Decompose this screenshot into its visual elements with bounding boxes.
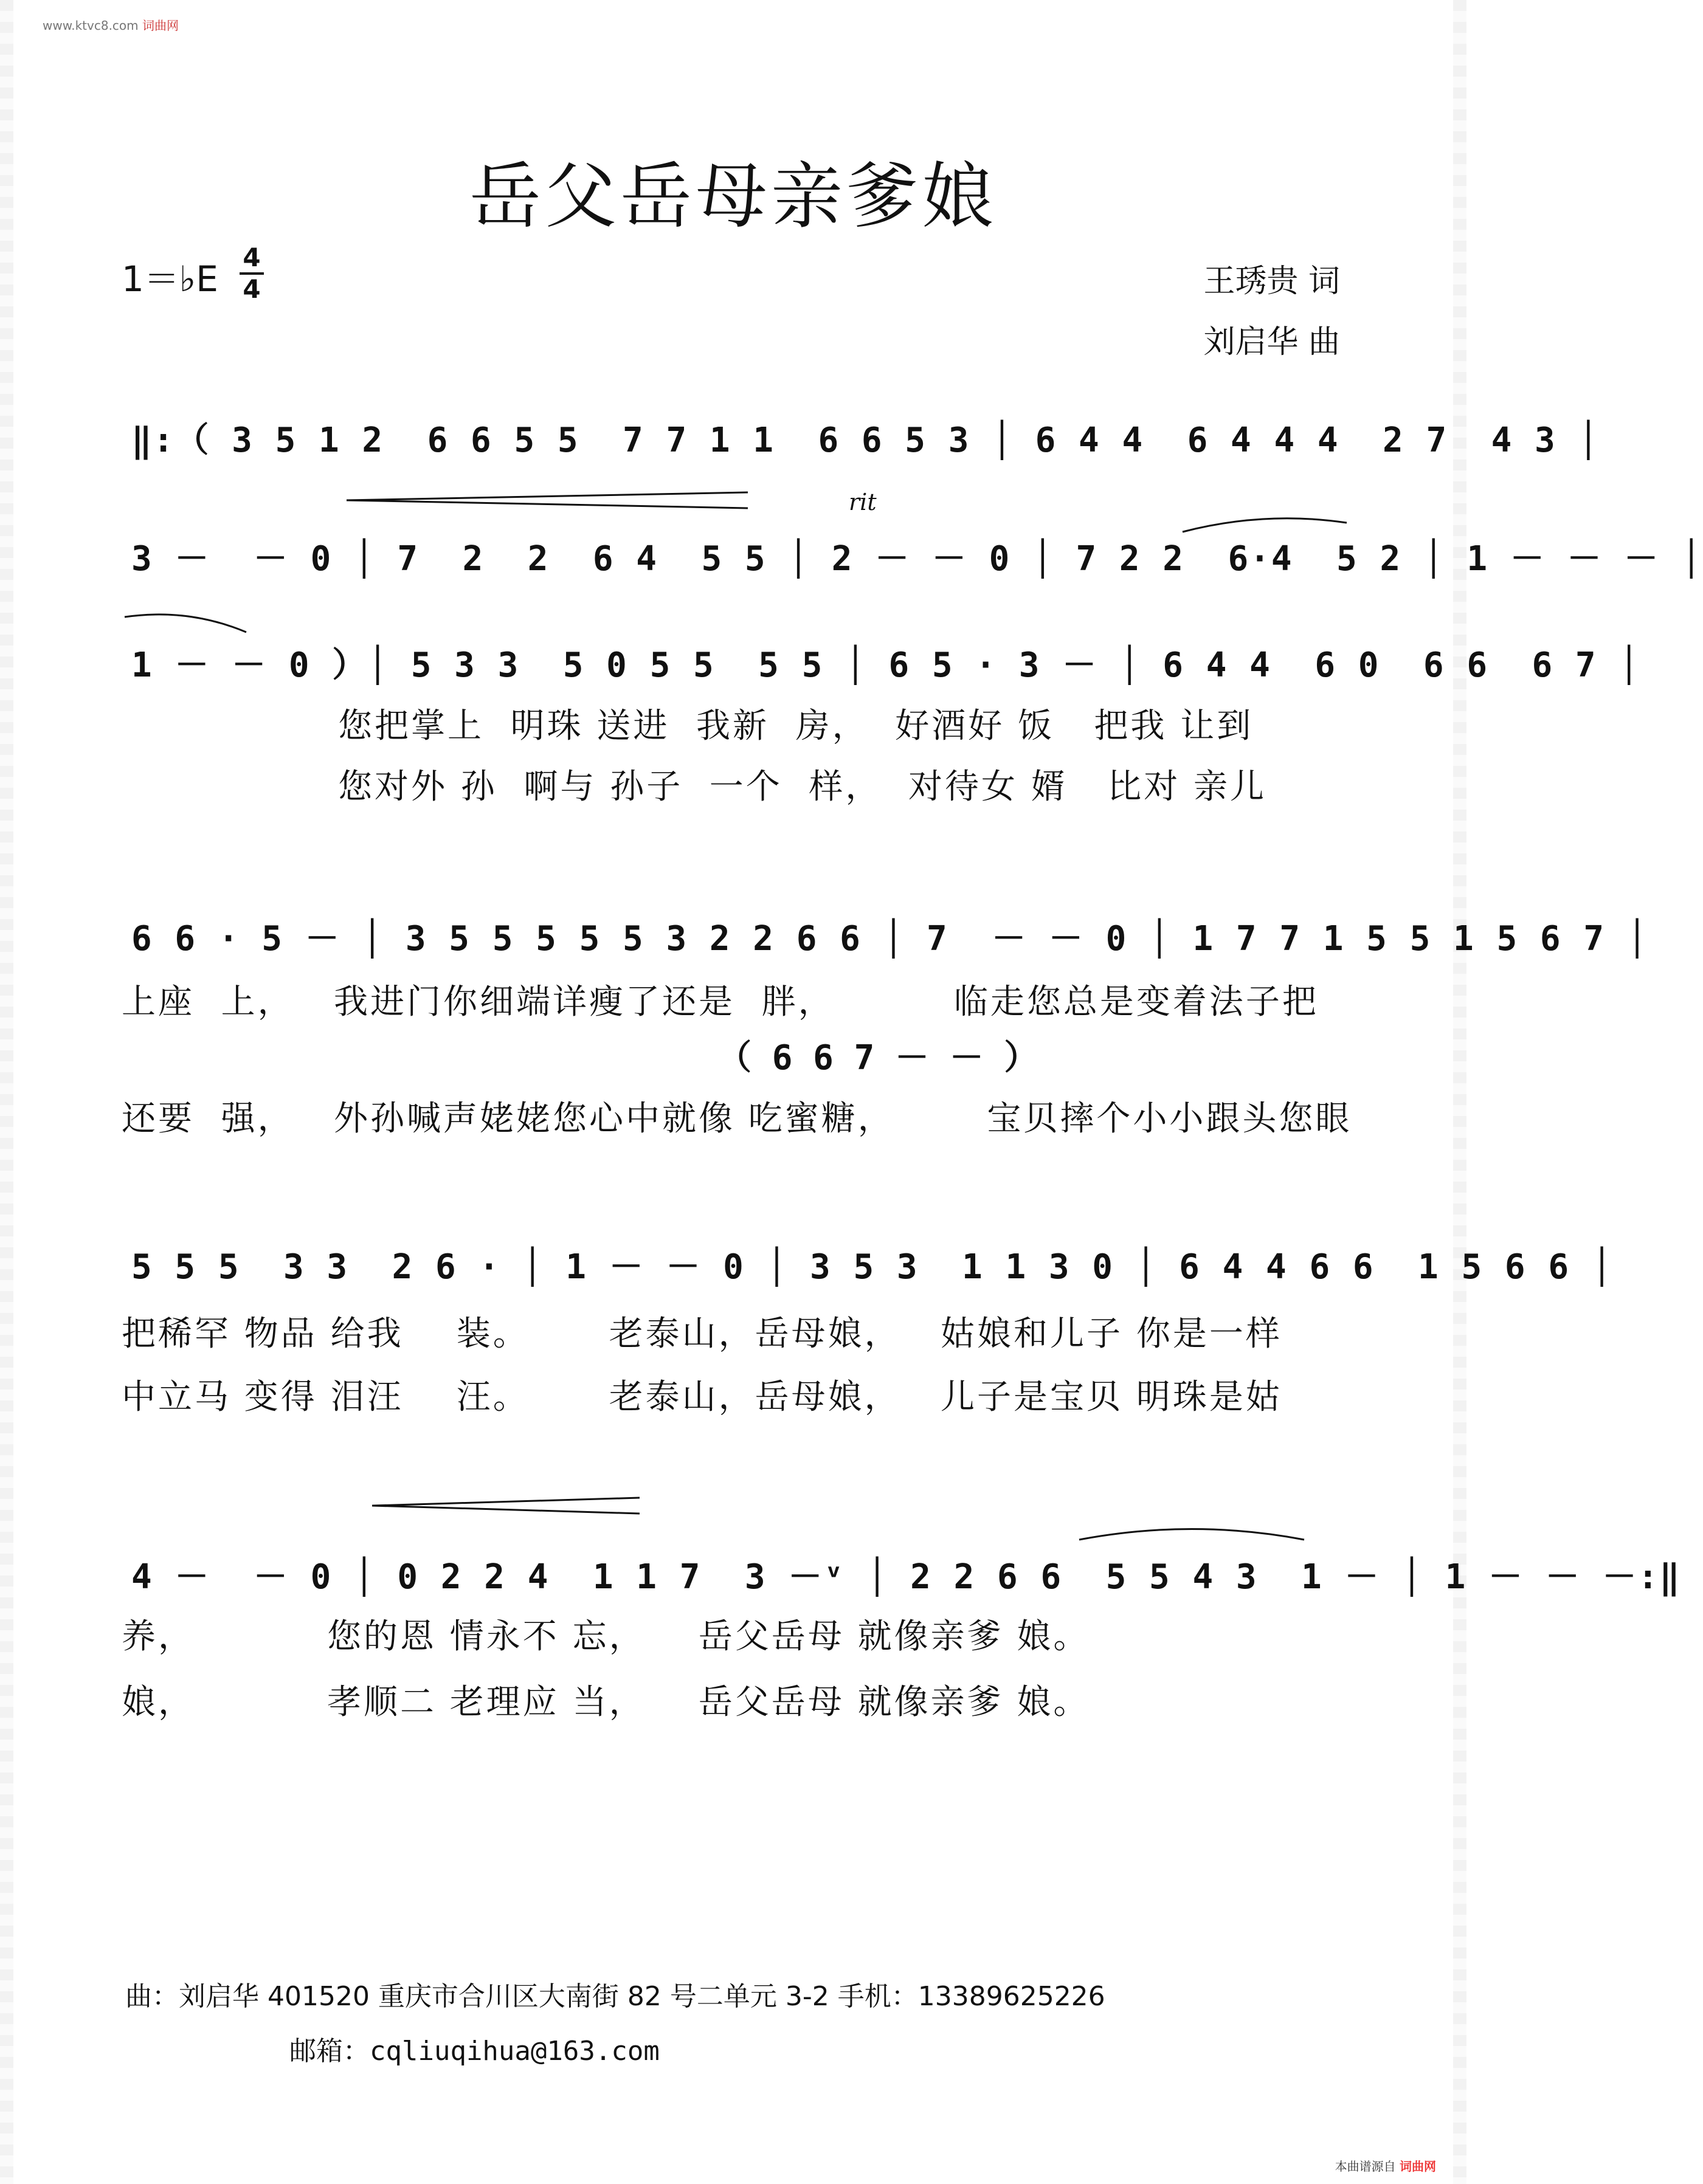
bottom-watermark [1335,2157,1436,2174]
notation-text: 3 － － 0 │ 7 2 2 6 4 5 5 │ 2 － － 0 │ 7 2 2 6·4 5 2 │ 1 － － － │ [131,539,1703,579]
score-line-3 [119,620,1641,687]
score-line-4 [119,894,1649,960]
lyric-line-6-verse-2: 娘， 孝顺二 老理应 当， 岳父岳母 就像亲爹 娘。 [122,1683,1090,1722]
song-title: 岳父岳母亲爹娘 [469,154,997,238]
crescendo-hairpin [347,491,748,509]
lyric-line-3-verse-2: 您对外 孙 啊与 孙子 一个 样， 对待女 婿 比对 亲儿 [338,767,1267,807]
time-signature-bottom: 4 [243,274,261,304]
time-signature-top: 4 [243,243,261,272]
top-watermark [43,16,179,33]
lyric-line-4-verse-2: 还要 强， 外孙喊声姥姥您心中就像 吃蜜糖， 宝贝摔个小小跟头您眼 [122,1099,1352,1139]
interlude-notation: （ 6 6 7 － － ） [717,1038,1038,1078]
time-signature [240,244,264,303]
contact-line: 曲：刘启华 401520 重庆市合川区大南街 82 号二单元 3-2 手机：13389625226 [125,1981,1105,2012]
composer-credit: 刘启华 曲 [1203,324,1340,360]
score-line-5 [119,1222,1614,1289]
ritardando-mark: rit [849,489,877,515]
email-line: 邮箱：cqliuqihua@163.com [289,2036,660,2067]
left-margin-strip [0,0,13,2184]
lyric-line-6-verse-1: 养， 您的恩 情永不 忘， 岳父岳母 就像亲爹 娘。 [122,1617,1090,1656]
watermark-prefix: 本曲谱源自 [1335,2159,1396,2174]
key-signature: 1＝♭E [122,258,218,300]
crescendo-hairpin [372,1497,640,1515]
lyric-line-5-verse-1: 把稀罕 物品 给我 装。 老泰山，岳母娘， 姑娘和儿子 你是一样 [122,1314,1282,1354]
watermark-brand: 词曲网 [142,18,179,33]
lyric-line-5-verse-2: 中立马 变得 泪汪 汪。 老泰山，岳母娘， 儿子是宝贝 明珠是姑 [122,1377,1282,1417]
tie-arc [1180,511,1350,535]
lyric-line-4-verse-1: 上座 上， 我进门你细端详瘦了还是 胖， 临走您总是变着法子把 [122,982,1319,1022]
right-margin-strip [1453,0,1466,2184]
notation-text: 1 － － 0 ）│ 5 3 3 5 0 5 5 5 5 │ 6 5 · 3 － │ 6 4 4 6 0 6 6 6 7 │ [131,646,1641,685]
watermark-brand: 词曲网 [1400,2159,1436,2174]
lyric-line-3-verse-1: 您把掌上 明珠 送进 我新 房， 好酒好 饭 把我 让到 [338,706,1254,746]
notation-text: 4 － － 0 │ 0 2 2 4 1 1 7 3 －ᵛ │ 2 2 6 6 5 5 4 3 1 － │ 1 － － －:‖ [131,1557,1681,1597]
watermark-url: www.ktvc8.com [43,18,139,33]
score-line-1 [119,395,1600,462]
notation-text: ‖:（ 3 5 1 2 6 6 5 5 7 7 1 1 6 6 5 3 │ 6 4 4 6 4 4 4 2 7 4 3 │ [131,421,1600,460]
lyricist-credit: 王琇贵 词 [1203,263,1340,300]
notation-text: 6 6 · 5 － │ 3 5 5 5 5 5 3 2 2 6 6 │ 7 － － 0 │ 1 7 7 1 5 5 1 5 6 7 │ [131,919,1649,959]
score-line-6 [119,1532,1681,1599]
score-line-2 [119,514,1703,580]
notation-text: 5 5 5 3 3 2 6 · │ 1 － － 0 │ 3 5 3 1 1 3 0 │ 6 4 4 6 6 1 5 6 6 │ [131,1247,1614,1287]
